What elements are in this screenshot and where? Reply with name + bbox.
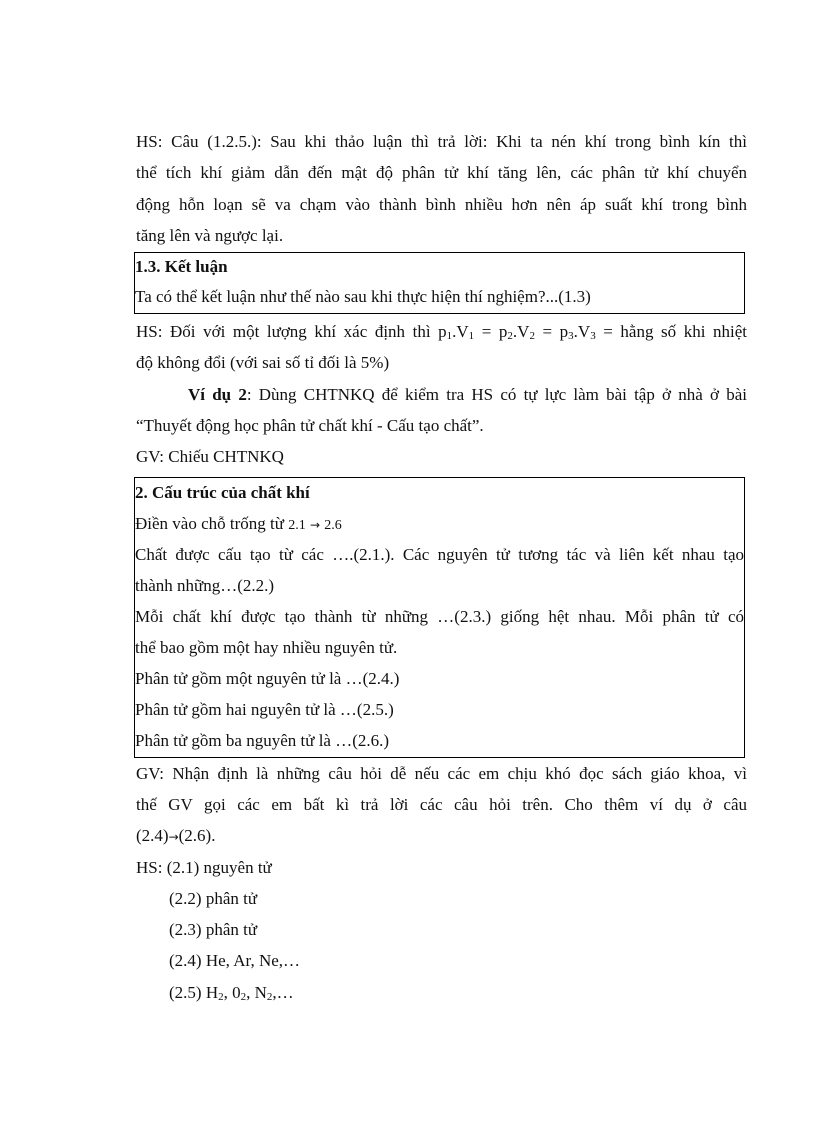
answer-item: (2.2) phân tử xyxy=(169,888,258,908)
formula-text: = p xyxy=(474,322,508,342)
box-line: Phân tử gồm ba nguyên tử là …(2.6.) xyxy=(135,730,390,750)
answer-item: HS: (2.1) nguyên tử xyxy=(136,857,272,877)
answer-item: (2.4) He, Ar, Ne,… xyxy=(169,951,301,971)
instruction-text: Điền vào chỗ trống từ xyxy=(135,513,289,533)
paragraph-line: thể tích khí giảm dẫn đến mật độ phân tử khí tăng lên, các phân tử khí chuyển xyxy=(136,163,747,183)
conclusion-question: Ta có thể kết luận như thế nào sau khi thực hiện thí nghiệm?...(1.3) xyxy=(135,287,591,307)
conclusion-box xyxy=(134,252,745,314)
paragraph-line: “Thuyết động học phân tử chất khí - Cấu tạo chất”. xyxy=(136,416,484,436)
paragraph-line: độ không đổi (với sai số tỉ đối là 5%) xyxy=(136,353,390,373)
box-line: Phân tử gồm một nguyên tử là …(2.4.) xyxy=(135,668,400,688)
structure-heading: 2. Cấu trúc của chất khí xyxy=(135,482,310,502)
range-from: 2.1 xyxy=(288,517,306,533)
paragraph-line: động hỗn loạn sẽ va chạm vào thành bình nhiều hơn nên áp suất khí trong bình xyxy=(136,194,747,214)
arrow-icon: → xyxy=(168,830,179,845)
box-line: thành những…(2.2.) xyxy=(135,575,275,595)
gv-comment-paragraph xyxy=(136,758,747,852)
formula-text: .V xyxy=(512,322,530,342)
paragraph-line: GV: Nhận định là những câu hỏi dễ nếu các em chịu khó đọc sách giáo khoa, vì xyxy=(136,763,747,783)
subscript: 2 xyxy=(240,990,247,1003)
formula-text: = p xyxy=(534,322,569,342)
answer-item xyxy=(136,977,747,1008)
gv-range-line xyxy=(136,820,747,851)
example-2-line xyxy=(136,379,747,410)
answer-text: , 0 xyxy=(223,982,241,1002)
box-line: Mỗi chất khí được tạo thành từ những …(2.3.) giống hệt nhau. Mỗi phân tử có xyxy=(135,606,744,626)
answer-text: , N xyxy=(246,982,267,1002)
subscript: 3 xyxy=(590,330,596,343)
subscript: 2 xyxy=(507,330,513,343)
answer-text: (2.5) H xyxy=(169,982,219,1002)
formula-text: HS: Đối với một lượng khí xác định thì p xyxy=(136,322,447,342)
paragraph-line: HS: Câu (1.2.5.): Sau khi thảo luận thì trả lời: Khi ta nén khí trong bình kín thì xyxy=(136,132,747,151)
fill-instruction xyxy=(135,509,744,540)
subscript: 2 xyxy=(529,330,535,343)
range-from: (2.4) xyxy=(136,826,169,846)
formula-text: = hằng số khi nhiệt xyxy=(595,322,748,342)
subscript: 1 xyxy=(468,330,475,343)
subscript: 2 xyxy=(218,990,224,1003)
range-to: (2.6). xyxy=(178,826,216,846)
hs-formula-line xyxy=(136,316,747,347)
box-line: thể bao gồm một hay nhiều nguyên tử. xyxy=(135,637,398,657)
example-text: : Dùng CHTNKQ để kiểm tra HS có tự lực làm bài tập ở nhà ở bài xyxy=(246,384,747,404)
document-page xyxy=(136,126,747,1008)
answers-list xyxy=(136,852,747,1008)
paragraph-line: tăng lên và ngược lại. xyxy=(136,225,284,245)
formula-text: .V xyxy=(452,322,469,342)
arrow-icon: → xyxy=(309,517,321,532)
box-line: Chất được cấu tạo từ các ….(2.1.). Các nguyên tử tương tác và liên kết nhau tạo xyxy=(135,544,744,564)
answer-item: (2.3) phân tử xyxy=(169,920,258,940)
range-to: 2.6 xyxy=(324,517,342,533)
subscript: 3 xyxy=(568,330,574,343)
structure-box xyxy=(134,477,745,758)
answer-text: ,… xyxy=(272,982,294,1002)
subscript: 2 xyxy=(266,990,273,1003)
formula-text: .V xyxy=(573,322,591,342)
gv-show-line: GV: Chiếu CHTNKQ xyxy=(136,447,284,467)
example-label: Ví dụ 2 xyxy=(188,384,247,404)
paragraph-line: thế GV gọi các em bất kì trả lời các câu hỏi trên. Cho thêm ví dụ ở câu xyxy=(136,794,747,814)
box-line: Phân tử gồm hai nguyên tử là …(2.5.) xyxy=(135,699,394,719)
conclusion-heading: 1.3. Kết luận xyxy=(135,257,228,277)
subscript: 1 xyxy=(446,330,453,343)
hs-answer-paragraph xyxy=(136,126,747,251)
